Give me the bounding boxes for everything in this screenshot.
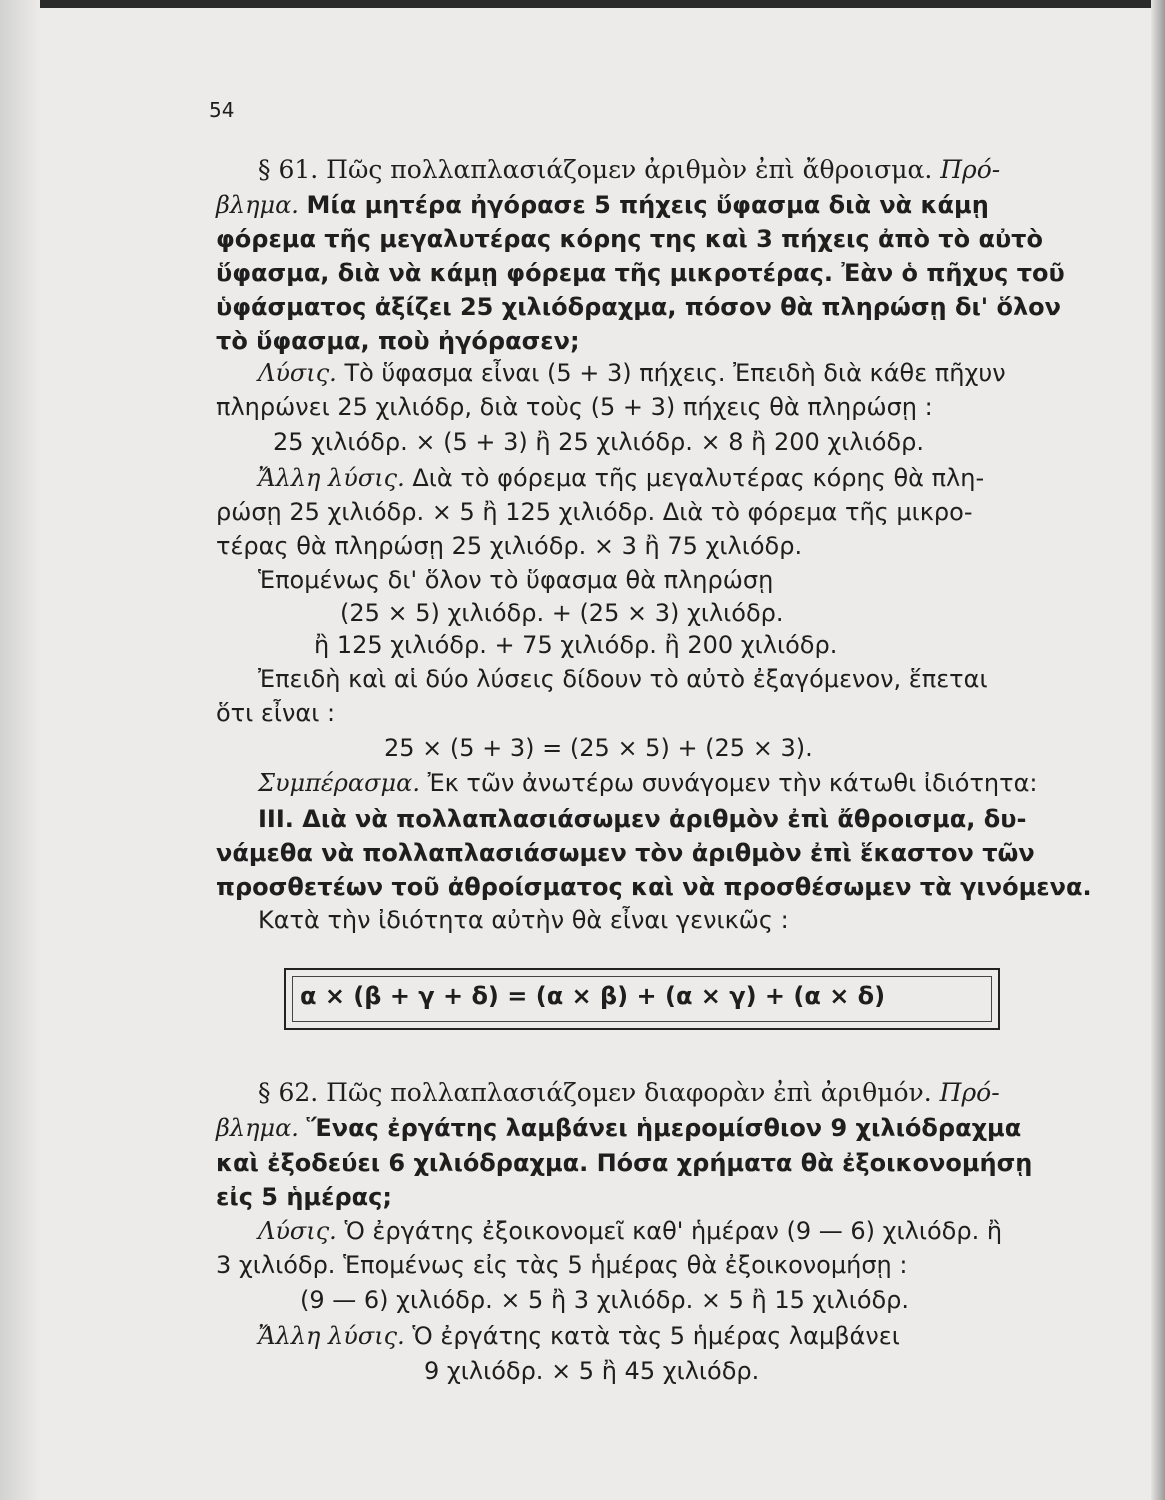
- alt-solution-61-line-1: Ἄλλη λύσις. Διὰ τὸ φόρεμα τῆς μεγαλυτέρας κόρης θὰ πλη-: [258, 464, 985, 492]
- problem-61-line-5: τὸ ὕφασμα, ποὺ ἠγόρασεν;: [216, 327, 580, 355]
- solution-label: Λύσις.: [258, 359, 337, 387]
- alt-solution-61-equation-1: (25 × 5) χιλιόδρ. + (25 × 3) χιλιόδρ.: [340, 599, 784, 627]
- problem-62-line-2: καὶ ἐξοδεύει 6 χιλιόδραχμα. Πόσα χρήματα θὰ ἐξοικονομήσῃ: [216, 1149, 1033, 1177]
- alt-solution-61-line-2: ρώσῃ 25 χιλιόδρ. × 5 ἢ 125 χιλιόδρ. Διὰ τὸ φόρεμα τῆς μικρο-: [216, 498, 973, 526]
- alt-solution-label: Ἄλλη λύσις.: [258, 1322, 405, 1350]
- problem-label: βλημα.: [216, 1114, 299, 1142]
- section-61-heading: [258, 155, 1000, 185]
- problem-label: Πρό-: [939, 1078, 1000, 1107]
- solution-61-equation: 25 χιλιόδρ. × (5 + 3) ἢ 25 χιλιόδρ. × 8 ἢ 200 χιλιόδρ.: [273, 428, 924, 456]
- alt-solution-label: Ἄλλη λύσις.: [258, 464, 405, 492]
- problem-61-line-3: ὕφασμα, διὰ νὰ κάμῃ φόρεμα τῆς μικροτέρας. Ἐὰν ὁ πῆχυς τοῦ: [216, 259, 1065, 287]
- identity-equation: 25 × (5 + 3) = (25 × 5) + (25 × 3).: [384, 734, 813, 762]
- general-line: Κατὰ τὴν ἰδιότητα αὐτὴν θὰ εἶναι γενικῶς :: [258, 906, 789, 934]
- alt-solution-61-line-4: Ἑπομένως δι' ὅλον τὸ ὕφασμα θὰ πληρώσῃ: [258, 566, 774, 594]
- page-left-shadow: [0, 0, 40, 1500]
- solution-61-line-2: πληρώνει 25 χιλιόδρ, διὰ τοὺς (5 + 3) πήχεις θὰ πληρώσῃ :: [216, 393, 933, 421]
- alt-solution-61-line-3: τέρας θὰ πληρώσῃ 25 χιλιόδρ. × 3 ἢ 75 χιλιόδρ.: [216, 532, 803, 560]
- since-line-1: Ἐπειδὴ καὶ αἱ δύο λύσεις δίδουν τὸ αὐτὸ ἐξαγόμενον, ἕπεται: [258, 665, 988, 693]
- section-62-title: § 62. Πῶς πολλαπλασιάζομεν διαφορὰν ἐπὶ ἀριθμόν.: [258, 1078, 932, 1107]
- problem-61-line-4: ὑφάσματος ἀξίζει 25 χιλιόδραχμα, πόσον θὰ πληρώσῃ δι' ὅλον: [216, 293, 1062, 321]
- problem-label: βλημα.: [216, 191, 299, 219]
- page-right-edge: [1151, 0, 1165, 1500]
- rule-III-line-1: ΙΙΙ. Διὰ νὰ πολλαπλασιάσωμεν ἀριθμὸν ἐπὶ ἄθροισμα, δυ-: [258, 805, 1027, 833]
- solution-62-line-2: 3 χιλιόδρ. Ἑπομένως εἰς τὰς 5 ἡμέρας θὰ ἐξοικονομήσῃ :: [216, 1251, 908, 1279]
- conclusion-label: Συμπέρασμα.: [258, 769, 420, 797]
- solution-62-line-1: Λύσις. Ὁ ἐργάτης ἐξοικονομεῖ καθ' ἡμέραν (9 — 6) χιλιόδρ. ἢ: [258, 1217, 1003, 1245]
- problem-62-line-3: εἰς 5 ἡμέρας;: [216, 1183, 392, 1211]
- problem-label: Πρό-: [940, 155, 1001, 184]
- distributive-formula: α × (β + γ + δ) = (α × β) + (α × γ) + (α × δ): [300, 982, 886, 1010]
- problem-62-line-1: βλημα. Ἕνας ἐργάτης λαμβάνει ἡμερομίσθιον 9 χιλιόδραχμα: [216, 1114, 1022, 1142]
- scan-top-border: [0, 0, 1165, 8]
- section-61-title: § 61. Πῶς πολλαπλασιάζομεν ἀριθμὸν ἐπὶ ἄθροισμα.: [258, 155, 933, 184]
- solution-61-line-1: Λύσις. Τὸ ὕφασμα εἶναι (5 + 3) πήχεις. Ἐπειδὴ διὰ κάθε πῆχυν: [258, 359, 1006, 387]
- problem-61-line-1: βλημα. Μία μητέρα ἠγόρασε 5 πήχεις ὕφασμα διὰ νὰ κάμῃ: [216, 191, 989, 219]
- alt-solution-62-equation: 9 χιλιόδρ. × 5 ἢ 45 χιλιόδρ.: [424, 1357, 760, 1385]
- since-line-2: ὅτι εἶναι :: [216, 699, 336, 727]
- section-62-heading: [258, 1078, 1000, 1108]
- solution-62-equation: (9 — 6) χιλιόδρ. × 5 ἢ 3 χιλιόδρ. × 5 ἢ 15 χιλιόδρ.: [300, 1286, 910, 1314]
- alt-solution-61-equation-2: ἢ 125 χιλιόδρ. + 75 χιλιόδρ. ἢ 200 χιλιόδρ.: [314, 631, 838, 659]
- alt-solution-62-line-1: Ἄλλη λύσις. Ὁ ἐργάτης κατὰ τὰς 5 ἡμέρας λαμβάνει: [258, 1322, 900, 1350]
- problem-61-line-2: φόρεμα τῆς μεγαλυτέρας κόρης της καὶ 3 πήχεις ἀπὸ τὸ αὐτὸ: [216, 225, 1043, 253]
- page-number: 54: [209, 98, 235, 122]
- rule-III-line-2: νάμεθα νὰ πολλαπλασιάσωμεν τὸν ἀριθμὸν ἐπὶ ἕκαστον τῶν: [216, 839, 1035, 867]
- rule-III-line-3: προσθετέων τοῦ ἀθροίσματος καὶ νὰ προσθέσωμεν τὰ γινόμενα.: [216, 873, 1092, 901]
- conclusion-line: Συμπέρασμα. Ἐκ τῶν ἀνωτέρω συνάγομεν τὴν κάτωθι ἰδιότητα:: [258, 769, 1038, 797]
- solution-label: Λύσις.: [258, 1217, 337, 1245]
